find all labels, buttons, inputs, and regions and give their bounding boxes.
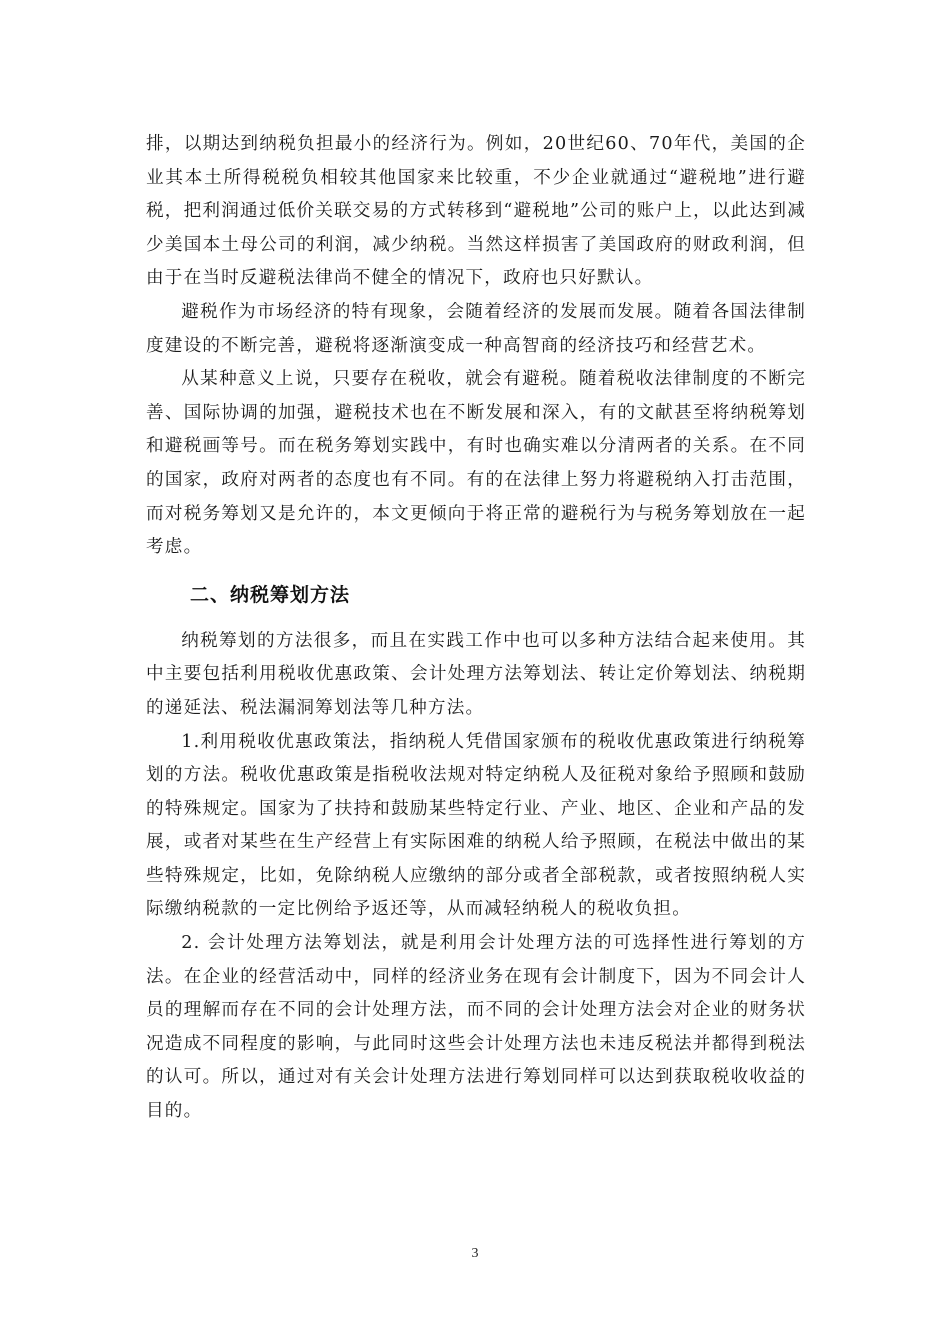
paragraph-tax-avoidance-relationship: 从某种意义上说，只要存在税收，就会有避税。随着税收法律制度的不断完善、国际协调的加强，避税技术也在不断发展和深入，有的文献甚至将纳税筹划和避税画等号。而在税务筹划实践中，有时也确实难以分清两者的关系。在不同的国家，政府对两者的态度也有不同。有的在法律上努力将避税纳入打击范围，而对税务筹划又是允许的，本文更倾向于将正常的避税行为与税务筹划放在一起考虑。 <box>146 369 806 558</box>
paragraph-methods-intro: 纳税筹划的方法很多，而且在实践工作中也可以多种方法结合起来使用。其中主要包括利用税收优惠政策、会计处理方法筹划法、转让定价筹划法、纳税期的递延法、税法漏洞筹划法等几种方法。 <box>146 630 806 718</box>
section-heading: 二、纳税筹划方法 <box>190 583 351 606</box>
page-number: 3 <box>471 1246 479 1261</box>
document-body <box>146 128 806 1129</box>
paragraph-method-2: 2. 会计处理方法筹划法，就是利用会计处理方法的可选择性进行筹划的方法。在企业的经营活动中，同样的经济业务在现有会计制度下，因为不同会计人员的理解而存在不同的会计处理方法，而不同的会计处理方法会对企业的财务状况造成不同程度的影响，与此同时这些会计处理方法也未违反税法并都得到税法的认可。所以，通过对有关会计处理方法进行筹划同样可以达到获取税收收益的目的。 <box>146 933 806 1122</box>
paragraph-method-1: 1.利用税收优惠政策法，指纳税人凭借国家颁布的税收优惠政策进行纳税筹划的方法。税收优惠政策是指税收法规对特定纳税人及征税对象给予照顾和鼓励的特殊规定。国家为了扶持和鼓励某些特定行业、产业、地区、企业和产品的发展，或者对某些在生产经营上有实际困难的纳税人给予照顾，在税法中做出的某些特殊规定，比如，免除纳税人应缴纳的部分或者全部税款，或者按照纳税人实际缴纳税款的一定比例给予返还等，从而减轻纳税人的税收负担。 <box>146 731 806 920</box>
paragraph-tax-avoidance-market: 避税作为市场经济的特有现象，会随着经济的发展而发展。随着各国法律制度建设的不断完善，避税将逐渐演变成一种高智商的经济技巧和经营艺术。 <box>146 301 806 356</box>
paragraph-continuation: 排，以期达到纳税负担最小的经济行为。例如，20世纪60、70年代，美国的企业其本土所得税税负相较其他国家来比较重，不少企业就通过“避税地”进行避税，把利润通过低价关联交易的方式转移到“避税地”公司的账户上，以此达到减少美国本土母公司的利润，减少纳税。当然这样损害了美国政府的财政利润，但由于在当时反避税法律尚不健全的情况下，政府也只好默认。 <box>146 134 806 289</box>
